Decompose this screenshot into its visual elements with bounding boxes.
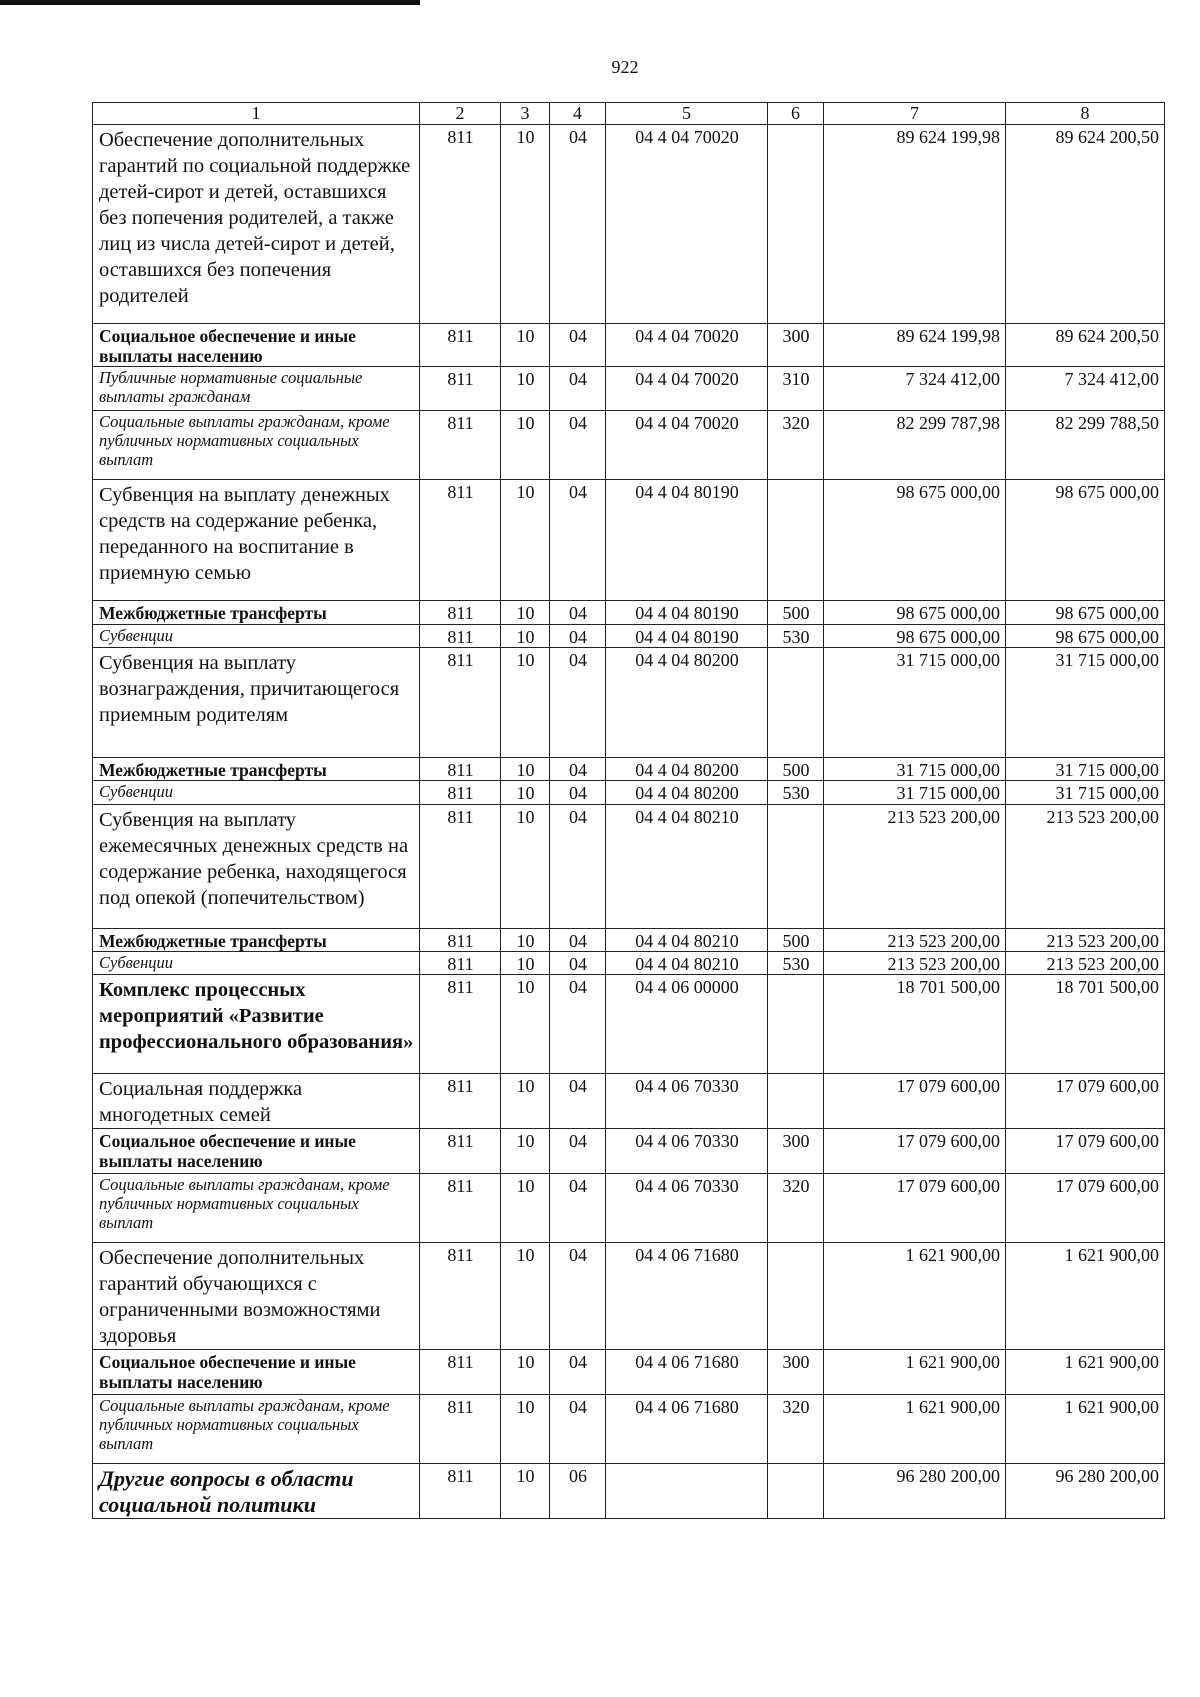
amount-year-1: 213 523 200,00	[824, 928, 1006, 951]
row-name: Обеспечение дополнительных гарантий обучающихся с ограниченными возможностями здоровья	[93, 1243, 420, 1350]
header-cell-7: 7	[824, 103, 1006, 125]
row-name: Социальные выплаты гражданам, кроме публичных нормативных социальных выплат	[93, 411, 420, 480]
department-code: 811	[420, 1464, 501, 1519]
table-row	[93, 1350, 1165, 1395]
subsection-code: 04	[550, 601, 606, 624]
amount-year-2: 89 624 200,50	[1006, 125, 1165, 324]
subsection-code: 04	[550, 367, 606, 411]
table-row	[93, 324, 1165, 367]
table-row	[93, 1129, 1165, 1174]
expense-type-code: 300	[768, 324, 824, 367]
row-name: Обеспечение дополнительных гарантий по социальной поддержке детей-сирот и детей, оставшихся без попечения родителей, а также лиц из числа детей-сирот и детей, оставшихся без попечения родителей	[93, 125, 420, 324]
subsection-code: 04	[550, 411, 606, 480]
department-code: 811	[420, 367, 501, 411]
expense-type-code: 500	[768, 601, 824, 624]
target-article-code: 04 4 06 00000	[606, 975, 768, 1074]
table-row	[93, 367, 1165, 411]
table-row	[93, 804, 1165, 928]
row-name: Субвенции	[93, 624, 420, 647]
expense-type-code	[768, 647, 824, 757]
target-article-code: 04 4 04 80190	[606, 601, 768, 624]
amount-year-1: 82 299 787,98	[824, 411, 1006, 480]
target-article-code: 04 4 06 71680	[606, 1350, 768, 1395]
expense-type-code: 500	[768, 928, 824, 951]
section-code: 10	[501, 125, 550, 324]
table-row	[93, 1243, 1165, 1350]
department-code: 811	[420, 647, 501, 757]
section-code: 10	[501, 928, 550, 951]
table-row	[93, 1395, 1165, 1464]
amount-year-1: 89 624 199,98	[824, 324, 1006, 367]
amount-year-1: 31 715 000,00	[824, 781, 1006, 804]
subsection-code: 04	[550, 624, 606, 647]
section-code: 10	[501, 1174, 550, 1243]
amount-year-2: 89 624 200,50	[1006, 324, 1165, 367]
section-code: 10	[501, 324, 550, 367]
amount-year-1: 1 621 900,00	[824, 1350, 1006, 1395]
expense-type-code	[768, 1464, 824, 1519]
target-article-code: 04 4 04 70020	[606, 367, 768, 411]
section-code: 10	[501, 411, 550, 480]
header-cell-5: 5	[606, 103, 768, 125]
amount-year-1: 213 523 200,00	[824, 804, 1006, 928]
amount-year-1: 96 280 200,00	[824, 1464, 1006, 1519]
department-code: 811	[420, 804, 501, 928]
table-row	[93, 624, 1165, 647]
table-row	[93, 951, 1165, 974]
subsection-code: 04	[550, 647, 606, 757]
target-article-code: 04 4 04 80200	[606, 781, 768, 804]
header-cell-3: 3	[501, 103, 550, 125]
expense-type-code	[768, 975, 824, 1074]
section-code: 10	[501, 647, 550, 757]
row-name: Субвенция на выплату вознаграждения, причитающегося приемным родителям	[93, 647, 420, 757]
department-code: 811	[420, 781, 501, 804]
amount-year-1: 1 621 900,00	[824, 1395, 1006, 1464]
section-code: 10	[501, 367, 550, 411]
section-code: 10	[501, 624, 550, 647]
amount-year-2: 1 621 900,00	[1006, 1350, 1165, 1395]
section-code: 10	[501, 975, 550, 1074]
header-cell-6: 6	[768, 103, 824, 125]
amount-year-2: 7 324 412,00	[1006, 367, 1165, 411]
expense-type-code: 500	[768, 757, 824, 780]
target-article-code: 04 4 04 70020	[606, 324, 768, 367]
top-rule	[0, 0, 420, 5]
section-code: 10	[501, 951, 550, 974]
amount-year-1: 17 079 600,00	[824, 1129, 1006, 1174]
section-code: 10	[501, 1464, 550, 1519]
department-code: 811	[420, 928, 501, 951]
subsection-code: 04	[550, 1243, 606, 1350]
row-name: Комплекс процессных мероприятий «Развитие профессионального образования»	[93, 975, 420, 1074]
subsection-code: 04	[550, 125, 606, 324]
department-code: 811	[420, 1243, 501, 1350]
table-row	[93, 647, 1165, 757]
amount-year-2: 18 701 500,00	[1006, 975, 1165, 1074]
amount-year-1: 17 079 600,00	[824, 1074, 1006, 1129]
header-cell-2: 2	[420, 103, 501, 125]
row-name: Социальные выплаты гражданам, кроме публичных нормативных социальных выплат	[93, 1395, 420, 1464]
target-article-code: 04 4 06 70330	[606, 1074, 768, 1129]
amount-year-2: 213 523 200,00	[1006, 951, 1165, 974]
table-row	[93, 975, 1165, 1074]
header-cell-8: 8	[1006, 103, 1165, 125]
subsection-code: 04	[550, 928, 606, 951]
amount-year-1: 17 079 600,00	[824, 1174, 1006, 1243]
section-code: 10	[501, 1074, 550, 1129]
amount-year-1: 31 715 000,00	[824, 647, 1006, 757]
table-row	[93, 781, 1165, 804]
section-code: 10	[501, 601, 550, 624]
target-article-code: 04 4 04 80210	[606, 951, 768, 974]
target-article-code: 04 4 04 70020	[606, 125, 768, 324]
section-code: 10	[501, 1129, 550, 1174]
expense-type-code	[768, 1074, 824, 1129]
target-article-code: 04 4 06 70330	[606, 1174, 768, 1243]
row-name: Социальные выплаты гражданам, кроме публичных нормативных социальных выплат	[93, 1174, 420, 1243]
amount-year-2: 96 280 200,00	[1006, 1464, 1165, 1519]
amount-year-2: 1 621 900,00	[1006, 1243, 1165, 1350]
target-article-code: 04 4 04 80200	[606, 757, 768, 780]
amount-year-2: 17 079 600,00	[1006, 1074, 1165, 1129]
subsection-code: 04	[550, 1174, 606, 1243]
expense-type-code	[768, 480, 824, 601]
expense-type-code	[768, 1243, 824, 1350]
table-row	[93, 480, 1165, 601]
subsection-code: 04	[550, 1129, 606, 1174]
expense-type-code: 530	[768, 781, 824, 804]
target-article-code: 04 4 04 80190	[606, 480, 768, 601]
row-name: Субвенция на выплату ежемесячных денежных средств на содержание ребенка, находящегося под опекой (попечительством)	[93, 804, 420, 928]
amount-year-2: 98 675 000,00	[1006, 601, 1165, 624]
amount-year-2: 213 523 200,00	[1006, 928, 1165, 951]
amount-year-1: 18 701 500,00	[824, 975, 1006, 1074]
amount-year-2: 213 523 200,00	[1006, 804, 1165, 928]
target-article-code: 04 4 06 71680	[606, 1395, 768, 1464]
department-code: 811	[420, 975, 501, 1074]
table-row	[93, 928, 1165, 951]
table-row	[93, 125, 1165, 324]
department-code: 811	[420, 324, 501, 367]
amount-year-2: 31 715 000,00	[1006, 647, 1165, 757]
section-code: 10	[501, 1243, 550, 1350]
department-code: 811	[420, 601, 501, 624]
row-name: Субвенции	[93, 951, 420, 974]
expense-type-code	[768, 804, 824, 928]
expense-type-code	[768, 125, 824, 324]
amount-year-2: 82 299 788,50	[1006, 411, 1165, 480]
row-name: Социальное обеспечение и иные выплаты населению	[93, 1129, 420, 1174]
department-code: 811	[420, 1395, 501, 1464]
department-code: 811	[420, 125, 501, 324]
expense-type-code: 310	[768, 367, 824, 411]
row-name: Социальное обеспечение и иные выплаты населению	[93, 1350, 420, 1395]
subsection-code: 04	[550, 480, 606, 601]
table-row	[93, 411, 1165, 480]
amount-year-1: 1 621 900,00	[824, 1243, 1006, 1350]
row-name: Межбюджетные трансферты	[93, 757, 420, 780]
target-article-code: 04 4 06 70330	[606, 1129, 768, 1174]
amount-year-1: 7 324 412,00	[824, 367, 1006, 411]
table-row	[93, 601, 1165, 624]
amount-year-1: 98 675 000,00	[824, 601, 1006, 624]
amount-year-2: 31 715 000,00	[1006, 781, 1165, 804]
subsection-code: 06	[550, 1464, 606, 1519]
section-code: 10	[501, 1350, 550, 1395]
department-code: 811	[420, 1129, 501, 1174]
row-name: Социальная поддержка многодетных семей	[93, 1074, 420, 1129]
table-row	[93, 1074, 1165, 1129]
amount-year-1: 31 715 000,00	[824, 757, 1006, 780]
section-code: 10	[501, 781, 550, 804]
header-row	[93, 103, 1165, 125]
subsection-code: 04	[550, 951, 606, 974]
subsection-code: 04	[550, 975, 606, 1074]
amount-year-1: 213 523 200,00	[824, 951, 1006, 974]
amount-year-2: 98 675 000,00	[1006, 624, 1165, 647]
expense-type-code: 320	[768, 1395, 824, 1464]
subsection-code: 04	[550, 804, 606, 928]
row-name: Другие вопросы в области социальной политики	[93, 1464, 420, 1519]
subsection-code: 04	[550, 757, 606, 780]
department-code: 811	[420, 411, 501, 480]
row-name: Субвенция на выплату денежных средств на содержание ребенка, переданного на воспитание в приемную семью	[93, 480, 420, 601]
subsection-code: 04	[550, 781, 606, 804]
expense-type-code: 320	[768, 411, 824, 480]
department-code: 811	[420, 480, 501, 601]
section-code: 10	[501, 480, 550, 601]
amount-year-1: 98 675 000,00	[824, 624, 1006, 647]
target-article-code: 04 4 04 80210	[606, 804, 768, 928]
subsection-code: 04	[550, 324, 606, 367]
target-article-code: 04 4 06 71680	[606, 1243, 768, 1350]
amount-year-2: 31 715 000,00	[1006, 757, 1165, 780]
subsection-code: 04	[550, 1350, 606, 1395]
table-row	[93, 1464, 1165, 1519]
department-code: 811	[420, 1350, 501, 1395]
row-name: Публичные нормативные социальные выплаты гражданам	[93, 367, 420, 411]
target-article-code: 04 4 04 80210	[606, 928, 768, 951]
section-code: 10	[501, 1395, 550, 1464]
row-name: Межбюджетные трансферты	[93, 601, 420, 624]
budget-table	[92, 102, 1165, 1519]
row-name: Субвенции	[93, 781, 420, 804]
table-row	[93, 757, 1165, 780]
section-code: 10	[501, 804, 550, 928]
target-article-code: 04 4 04 80200	[606, 647, 768, 757]
amount-year-2: 17 079 600,00	[1006, 1129, 1165, 1174]
department-code: 811	[420, 1074, 501, 1129]
row-name: Межбюджетные трансферты	[93, 928, 420, 951]
department-code: 811	[420, 1174, 501, 1243]
row-name: Социальное обеспечение и иные выплаты населению	[93, 324, 420, 367]
target-article-code: 04 4 04 70020	[606, 411, 768, 480]
target-article-code	[606, 1464, 768, 1519]
expense-type-code: 530	[768, 624, 824, 647]
expense-type-code: 300	[768, 1129, 824, 1174]
table-row	[93, 1174, 1165, 1243]
amount-year-1: 89 624 199,98	[824, 125, 1006, 324]
amount-year-2: 98 675 000,00	[1006, 480, 1165, 601]
target-article-code: 04 4 04 80190	[606, 624, 768, 647]
subsection-code: 04	[550, 1395, 606, 1464]
department-code: 811	[420, 624, 501, 647]
amount-year-2: 17 079 600,00	[1006, 1174, 1165, 1243]
amount-year-2: 1 621 900,00	[1006, 1395, 1165, 1464]
page-number: 922	[611, 57, 639, 77]
expense-type-code: 530	[768, 951, 824, 974]
header-cell-1: 1	[93, 103, 420, 125]
expense-type-code: 320	[768, 1174, 824, 1243]
subsection-code: 04	[550, 1074, 606, 1129]
section-code: 10	[501, 757, 550, 780]
expense-type-code: 300	[768, 1350, 824, 1395]
amount-year-1: 98 675 000,00	[824, 480, 1006, 601]
header-cell-4: 4	[550, 103, 606, 125]
department-code: 811	[420, 757, 501, 780]
department-code: 811	[420, 951, 501, 974]
